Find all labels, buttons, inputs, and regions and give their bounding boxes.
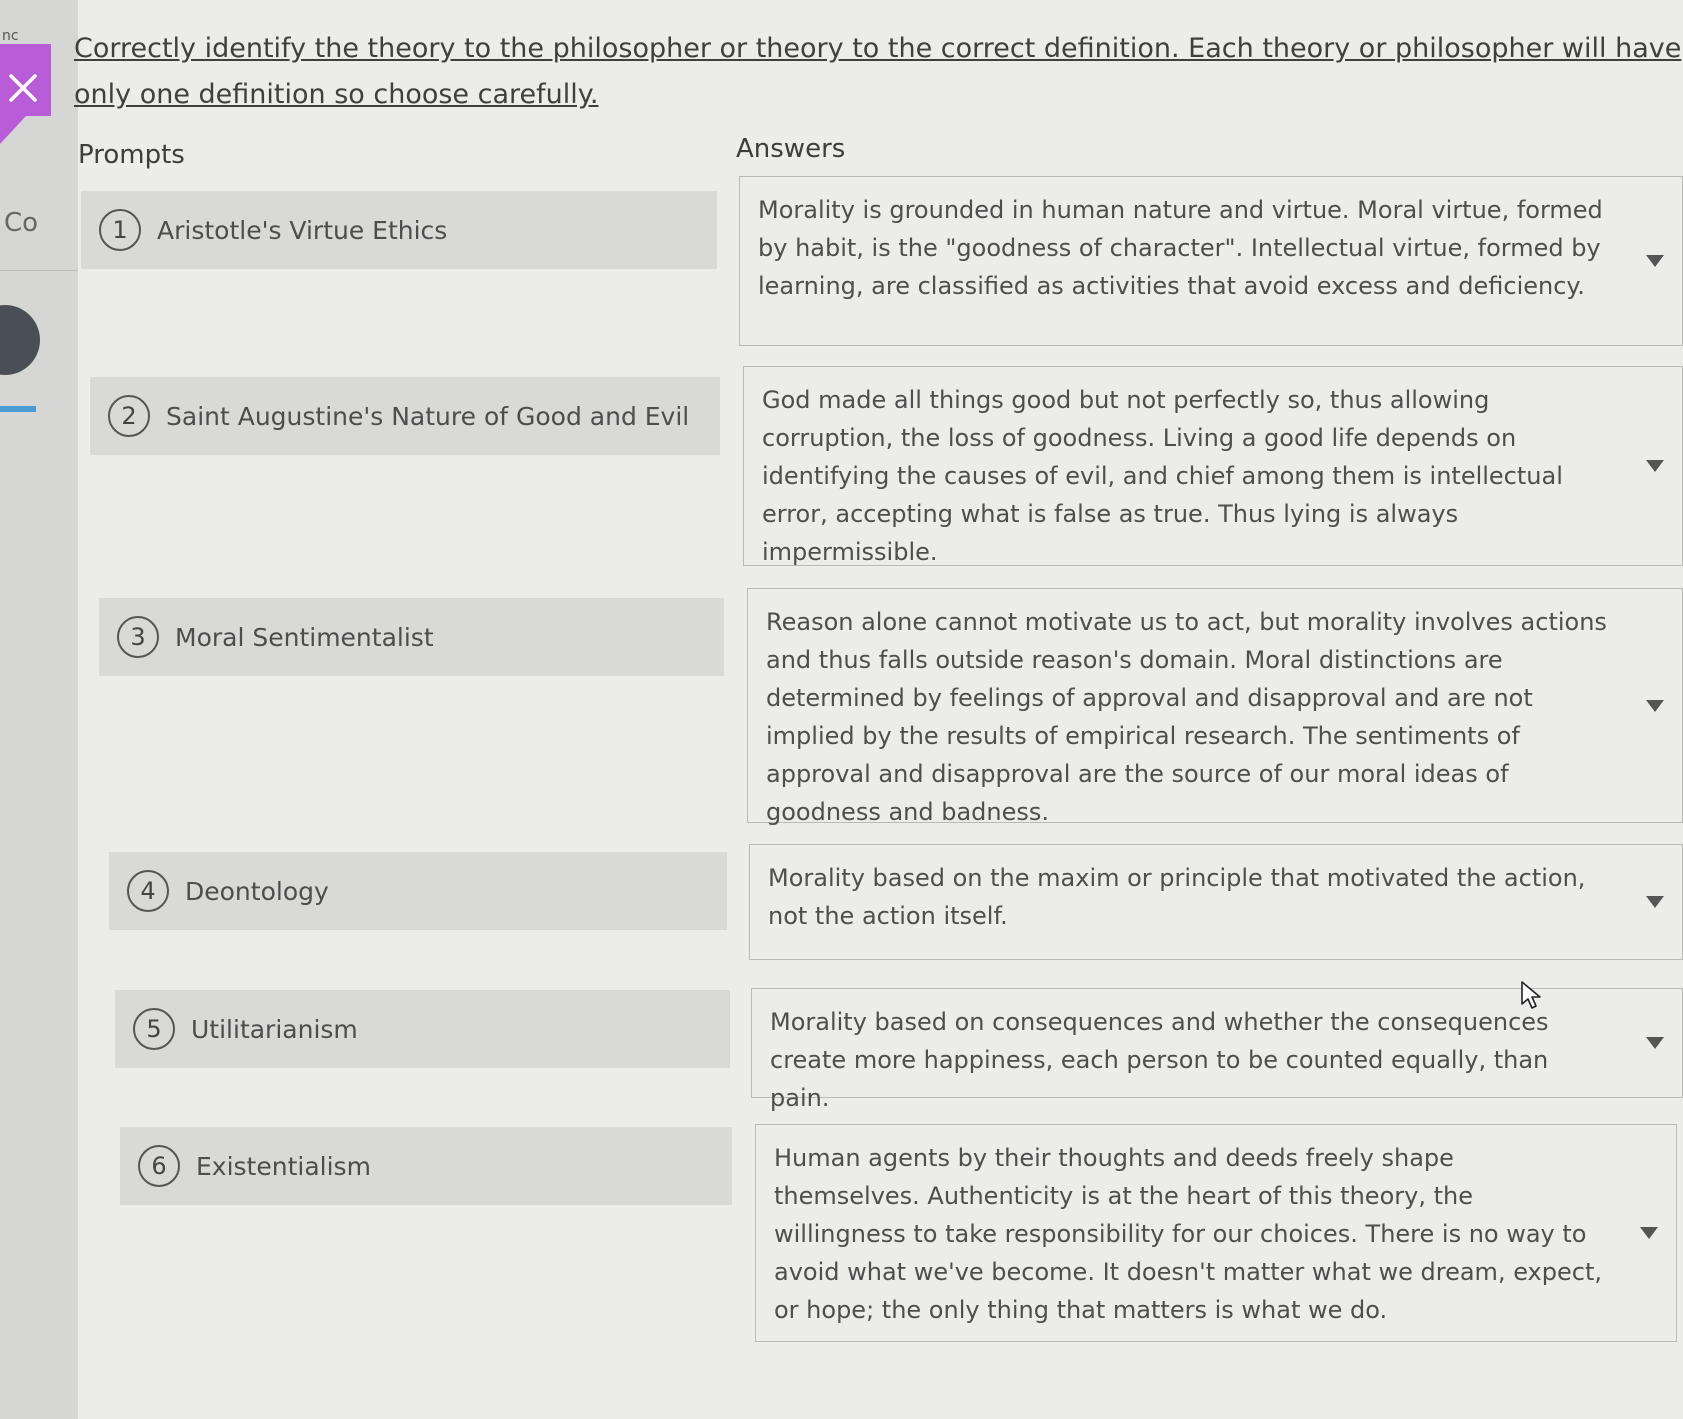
mouse-pointer-icon xyxy=(1520,980,1542,1010)
prompt-number-badge: 2 xyxy=(108,395,150,437)
prompt-number-badge: 4 xyxy=(127,870,169,912)
prompt-item-5 xyxy=(115,990,730,1068)
prompt-label: Utilitarianism xyxy=(191,1014,358,1044)
sidebar-partial-top-label: nc xyxy=(2,28,19,44)
prompt-label: Moral Sentimentalist xyxy=(175,622,434,652)
chevron-down-icon[interactable] xyxy=(1646,255,1664,267)
close-button-tail xyxy=(0,116,26,144)
prompt-label: Deontology xyxy=(185,876,329,906)
answer-text: Reason alone cannot motivate us to act, but morality involves actions and thus falls outside reason's domain. Moral distinctions are determined by feelings of approval and disapproval and are not implied by the results of empirical research. The sentiments of approval and disapproval are the source of our moral ideas of goodness and badness. xyxy=(766,608,1607,826)
answer-text: Human agents by their thoughts and deeds freely shape themselves. Authenticity is at the heart of this theory, the willingness to take responsibility for our choices. There is no way to avoid what we've become. It doesn't matter what we dream, expect, or hope; the only thing that matters is what we do. xyxy=(774,1144,1602,1324)
sidebar-partial-label: Co xyxy=(4,208,39,238)
prompt-label: Existentialism xyxy=(196,1151,371,1181)
answer-dropdown-6[interactable] xyxy=(755,1124,1677,1342)
prompt-item-6 xyxy=(120,1127,732,1205)
prompt-label: Saint Augustine's Nature of Good and Evil xyxy=(166,401,690,431)
chevron-down-icon[interactable] xyxy=(1646,1037,1664,1049)
answer-dropdown-1[interactable] xyxy=(739,176,1683,346)
answer-dropdown-5[interactable] xyxy=(751,988,1683,1112)
prompt-label: Aristotle's Virtue Ethics xyxy=(157,215,448,245)
prompt-item-3 xyxy=(99,598,724,676)
close-button[interactable] xyxy=(0,44,51,116)
answer-dropdown-4[interactable] xyxy=(749,844,1683,960)
answer-text: Morality is grounded in human nature and virtue. Moral virtue, formed by habit, is the "goodness of character". Intellectual virtue, formed by learning, are classified as activities that avoid excess and deficiency. xyxy=(758,196,1603,300)
prompts-header: Prompts xyxy=(78,140,185,170)
sidebar-divider xyxy=(0,270,78,271)
avatar[interactable] xyxy=(0,305,40,375)
answers-header: Answers xyxy=(736,134,846,164)
left-sidebar-strip xyxy=(0,0,78,1419)
answer-dropdown-2[interactable] xyxy=(743,366,1683,566)
question-instructions: Correctly identify the theory to the philosopher or theory to the correct definition. Each theory or philosopher will have only one definition so choose carefully. xyxy=(74,33,1682,110)
prompt-item-2 xyxy=(90,377,720,455)
prompt-number-badge: 5 xyxy=(133,1008,175,1050)
answer-text: God made all things good but not perfectly so, thus allowing corruption, the loss of goodness. Living a good life depends on identifying the causes of evil, and chief among them is intellectual error, accepting what is false as true. Thus lying is always impermissible. xyxy=(762,386,1563,566)
sidebar-active-indicator xyxy=(0,406,36,412)
answer-dropdown-3[interactable] xyxy=(747,588,1683,826)
answer-text: Morality based on consequences and whether the consequences create more happiness, each person to be counted equally, than pain. xyxy=(770,1008,1549,1112)
answer-text: Morality based on the maxim or principle that motivated the action, not the action itself. xyxy=(768,864,1586,930)
prompt-item-1 xyxy=(81,191,717,269)
prompt-item-4 xyxy=(109,852,727,930)
chevron-down-icon[interactable] xyxy=(1646,460,1664,472)
chevron-down-icon[interactable] xyxy=(1640,1227,1658,1239)
close-icon xyxy=(8,73,38,103)
prompt-number-badge: 3 xyxy=(117,616,159,658)
chevron-down-icon[interactable] xyxy=(1646,896,1664,908)
chevron-down-icon[interactable] xyxy=(1646,700,1664,712)
prompt-number-badge: 6 xyxy=(138,1145,180,1187)
prompt-number-badge: 1 xyxy=(99,209,141,251)
